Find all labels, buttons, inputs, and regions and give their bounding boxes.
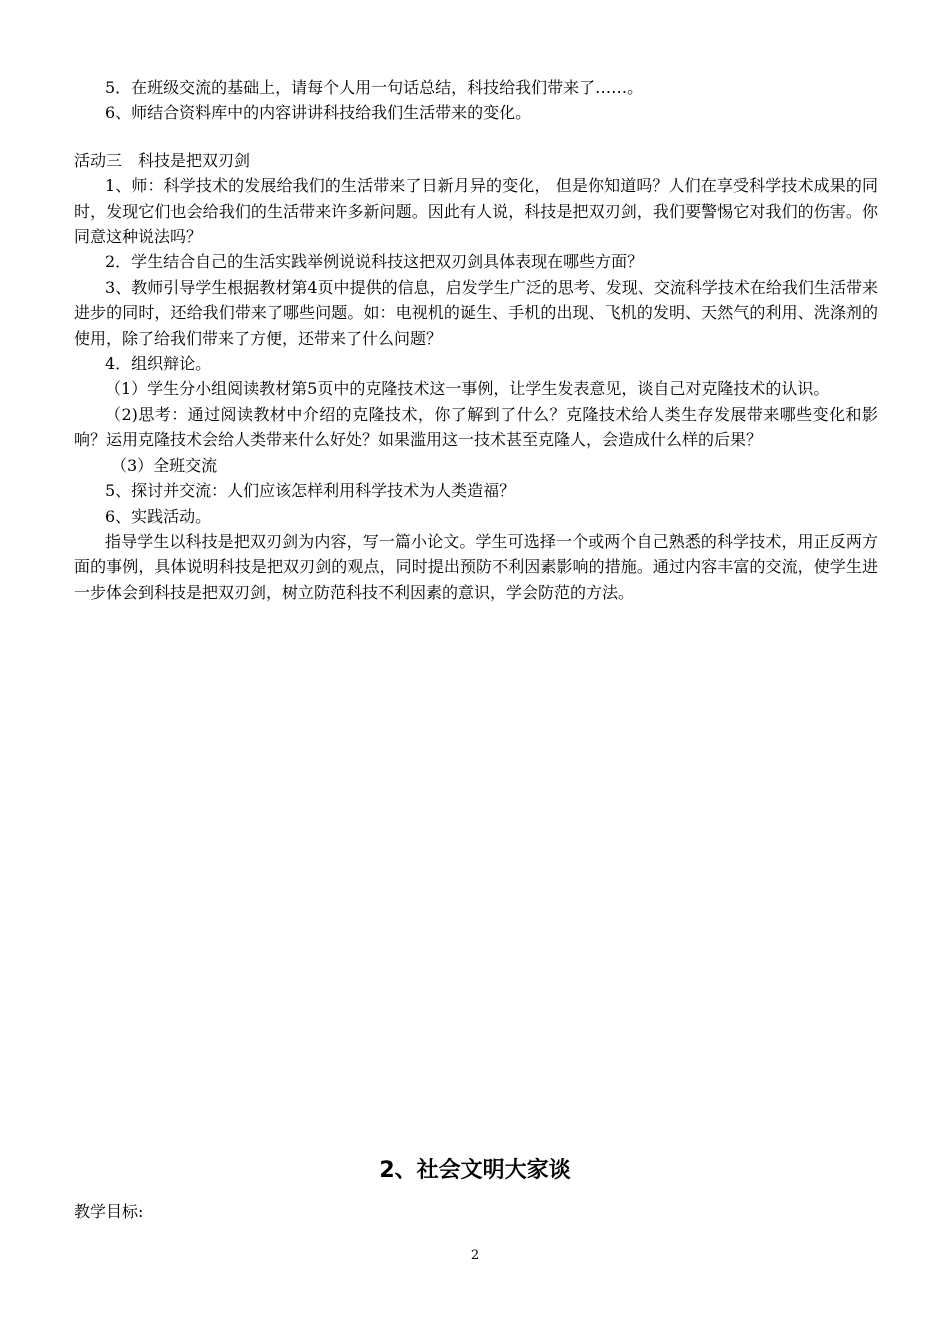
- paragraph-summary: 5．在班级交流的基础上，请每个人用一句话总结，科技给我们带来了……。: [105, 78, 644, 97]
- paragraph-activity3-2: 2．学生结合自己的生活实践举例说说科技这把双刃剑具体表现在哪些方面？: [105, 252, 644, 272]
- section-heading-activity3: 活动三 科技是把双刃剑: [74, 150, 251, 170]
- document-body: [74, 75, 878, 605]
- paragraph-gap: [74, 126, 878, 148]
- paragraph-activity3-1: 1、师：科学技术的发展给我们的生活带来了日新月异的变化， 但是你知道吗？人们在享受科学技术成果的同时，发现它们也会给我们的生活带来许多新问题。因此有人说，科技是把双刃剑，我们要警惕它对我们的伤害。你同意这种说法吗？: [74, 176, 878, 247]
- paragraph-activity3-6: 6、实践活动。: [105, 506, 212, 526]
- paragraph-activity3-guidance: 指导学生以科技是把双刃剑为内容，写一篇小论文。学生可选择一个或两个自己熟悉的科学技术，用正反两方面的事例，具体说明科技是把双刃剑的观点，同时提出预防不利因素影响的措施。通过内容丰富的交流，使学生进一步体会到科技是把双刃剑，树立防范科技不利因素的意识，学会防范的方法。: [74, 531, 878, 602]
- paragraph-activity3-4-1: （1）学生分小组阅读教材第5页中的克隆技术这一事例，让学生发表意见，谈自己对克隆技术的认识。: [105, 379, 830, 399]
- page-number: 2: [470, 1248, 480, 1263]
- paragraph-activity3-5: 5、探讨并交流：人们应该怎样利用科学技术为人类造福？: [105, 481, 516, 501]
- paragraph-teacher-explains: 6、师结合资料库中的内容讲讲科技给我们生活带来的变化。: [105, 103, 532, 123]
- paragraph-activity3-4-2: （2)思考：通过阅读教材中介绍的克隆技术，你了解到了什么？克隆技术给人类生存发展带来哪些变化和影响？运用克隆技术会给人类带来什么好处？如果滥用这一技术甚至克隆人，会造成什么样的后果？: [74, 404, 878, 450]
- paragraph-activity3-4: 4．组织辩论。: [105, 354, 212, 374]
- paragraph-activity3-3: 3、教师引导学生根据教材第4页中提供的信息，启发学生广泛的思考、发现、交流科学技术在给我们生活带来进步的同时，还给我们带来了哪些问题。如：电视机的诞生、手机的出现、飞机的发明、天然气的利用、洗涤剂的使用，除了给我们带来了方便，还带来了什么问题？: [74, 277, 878, 348]
- paragraph-activity3-4-3: （3）全班交流: [111, 455, 218, 475]
- teaching-objectives-label: 教学目标:: [74, 1202, 144, 1221]
- lesson-title: 2、社会文明大家谈: [379, 1158, 571, 1183]
